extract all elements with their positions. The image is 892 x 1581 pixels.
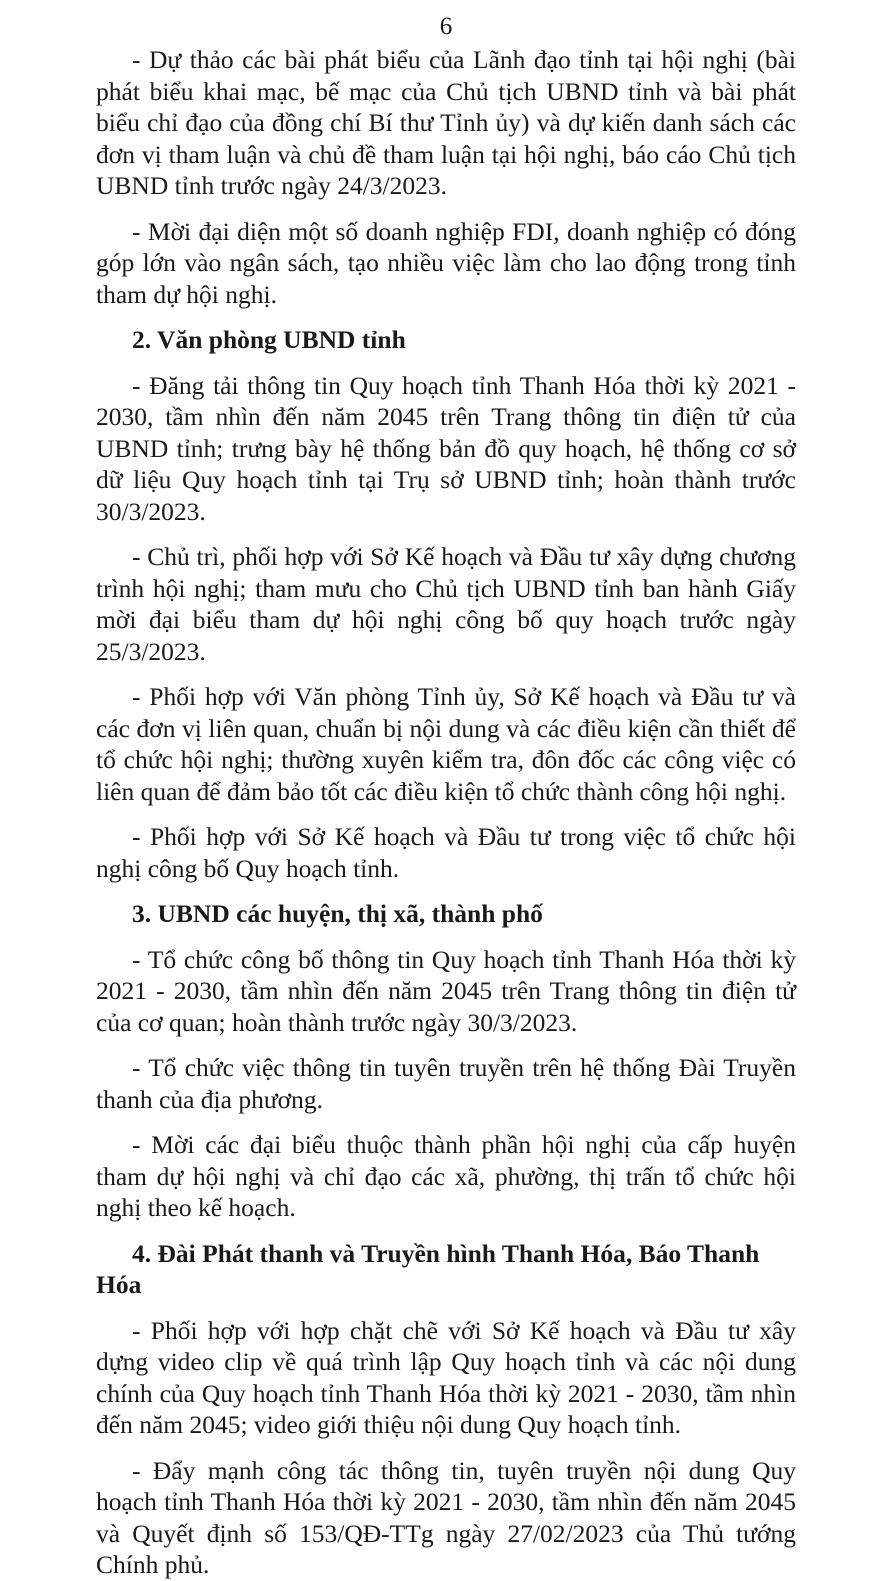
section-heading-provincial-office: 2. Văn phòng UBND tỉnh <box>132 325 406 354</box>
paragraph-conference-program: - Chủ trì, phối hợp với Sở Kế hoạch và Đầu tư xây dựng chương trình hội nghị; tham mưu cho Chủ tịch UBND tỉnh ban hành Giấy mời đại biểu tham dự hội nghị công bố quy hoạch trước ngày 25/3/2023. <box>96 542 796 666</box>
paragraph-coordinate-planning-dept: - Phối hợp với Sở Kế hoạch và Đầu tư trong việc tổ chức hội nghị công bố Quy hoạch tỉnh. <box>96 822 796 883</box>
paragraph-district-invite: - Mời các đại biểu thuộc thành phần hội nghị của cấp huyện tham dự hội nghị và chỉ đạo các xã, phường, thị trấn tổ chức hội nghị theo kế hoạch. <box>96 1130 796 1222</box>
paragraph-video-clip: - Phối hợp với hợp chặt chẽ với Sở Kế hoạch và Đầu tư xây dựng video clip về quá trình lập Quy hoạch tỉnh và các nội dung chính của Quy hoạch tỉnh Thanh Hóa thời kỳ 2021 - 2030, tầm nhìn đến năm 2045; video giới thiệu nội dung Quy hoạch tỉnh. <box>96 1315 796 1439</box>
paragraph-publish-plan-info: - Đăng tải thông tin Quy hoạch tỉnh Thanh Hóa thời kỳ 2021 - 2030, tầm nhìn đến năm 2045 trên Trang thông tin điện tử của UBND tỉnh; trưng bày hệ thống bản đồ quy hoạch, hệ thống cơ sở dữ liệu Quy hoạch tỉnh tại Trụ sở UBND tỉnh; hoàn thành trước 30/3/2023. <box>96 370 796 526</box>
paragraph-invite-fdi: - Mời đại diện một số doanh nghiệp FDI, doanh nghiệp có đóng góp lớn vào ngân sách, tạo nhiều việc làm cho lao động trong tỉnh tham dự hội nghị. <box>96 216 796 309</box>
section-heading-radio-tv-newspaper: 4. Đài Phát thanh và Truyền hình Thanh Hóa, Báo Thanh Hóa <box>96 1238 760 1299</box>
section-heading-district-committees: 3. UBND các huyện, thị xã, thành phố <box>132 899 543 928</box>
page-number: 6 <box>439 13 453 40</box>
paragraph-district-publish: - Tổ chức công bố thông tin Quy hoạch tỉnh Thanh Hóa thời kỳ 2021 - 2030, tầm nhìn đến năm 2045 trên Trang thông tin điện tử của cơ quan; hoàn thành trước ngày 30/3/2023. <box>96 944 796 1037</box>
paragraph-district-broadcast: - Tổ chức việc thông tin tuyên truyền trên hệ thống Đài Truyền thanh của địa phương. <box>96 1053 796 1114</box>
paragraph-promote-communication: - Đẩy mạnh công tác thông tin, tuyên truyền nội dung Quy hoạch tỉnh Thanh Hóa thời kỳ 2021 - 2030, tầm nhìn đến năm 2045 và Quyết định số 153/QĐ-TTg ngày 27/02/2023 của Thủ tướng Chính phủ. <box>96 1455 796 1579</box>
paragraph-draft-speeches: - Dự thảo các bài phát biểu của Lãnh đạo tỉnh tại hội nghị (bài phát biểu khai mạc, bế mạc của Chủ tịch UBND tỉnh và bài phát biểu chỉ đạo của đồng chí Bí thư Tỉnh ủy) và dự kiến danh sách các đơn vị tham luận và chủ đề tham luận tại hội nghị, báo cáo Chủ tịch UBND tỉnh trước ngày 24/3/2023. <box>96 45 796 200</box>
paragraph-coordinate-party-office: - Phối hợp với Văn phòng Tỉnh ủy, Sở Kế hoạch và Đầu tư và các đơn vị liên quan, chuẩn bị nội dung và các điều kiện cần thiết để tổ chức hội nghị; thường xuyên kiểm tra, đôn đốc các công việc có liên quan để đảm bảo tốt các điều kiện tổ chức thành công hội nghị. <box>96 682 796 806</box>
